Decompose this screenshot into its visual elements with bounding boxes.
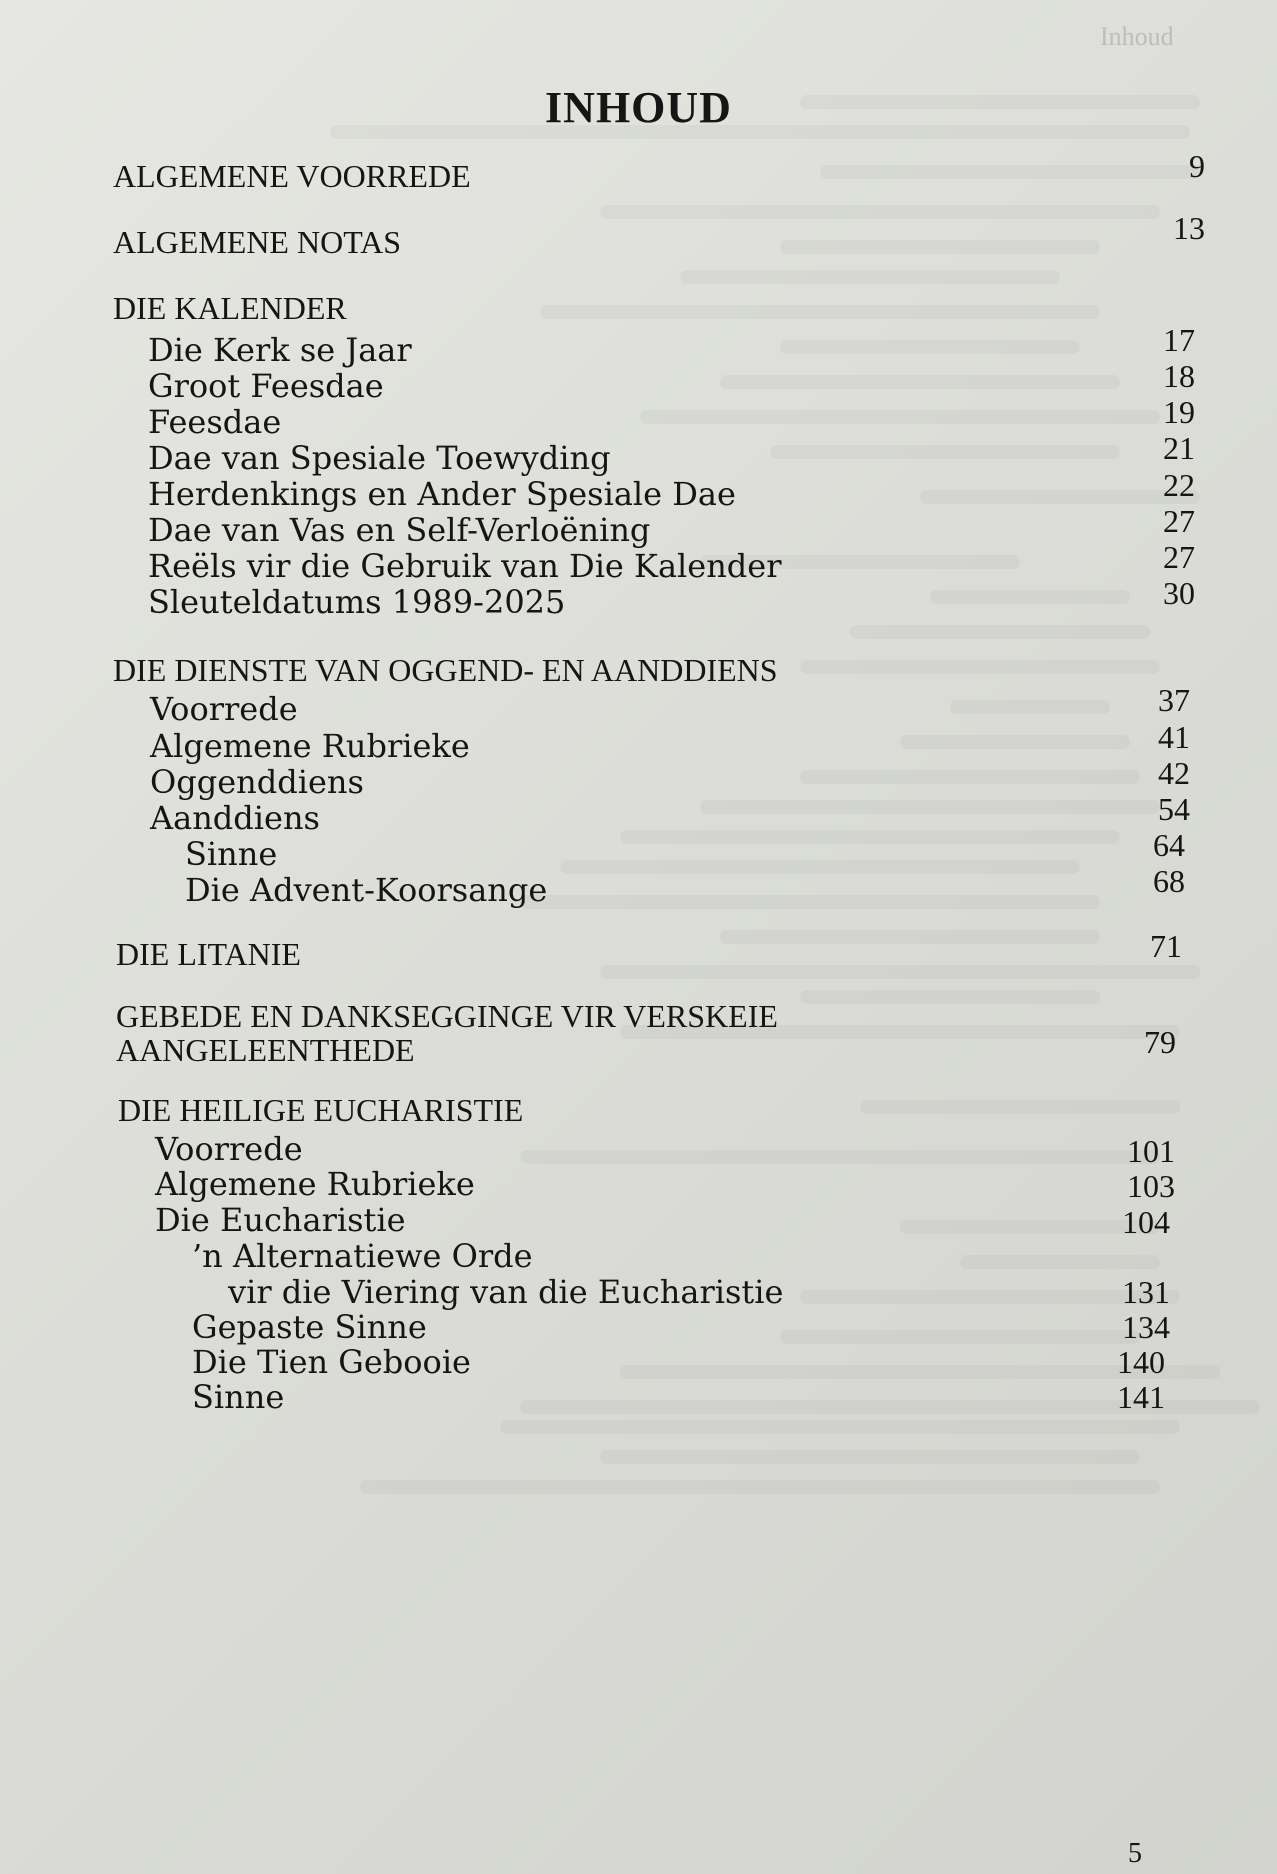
toc-entry: Algemene Rubrieke (150, 727, 470, 765)
toc-page-number: 104 (1122, 1204, 1170, 1240)
bleed-through-stroke (600, 205, 1160, 219)
toc-entry: Die Tien Gebooie (192, 1343, 471, 1381)
toc-heading: DIE HEILIGE EUCHARISTIE (118, 1092, 524, 1128)
toc-entry: Herdenkings en Ander Spesiale Dae (148, 475, 736, 513)
bleed-through-stroke (680, 270, 1060, 284)
toc-page-number: 19 (1163, 394, 1195, 430)
toc-entry: Reëls vir die Gebruik van Die Kalender (148, 547, 782, 585)
toc-page-number: 54 (1158, 791, 1190, 827)
bleed-through-stroke (600, 965, 1200, 979)
bleed-through-stroke (620, 830, 1120, 844)
running-header: Inhoud (1100, 22, 1174, 51)
toc-entry: Die Advent-Koorsange (185, 871, 548, 909)
bleed-through-stroke (800, 990, 1100, 1004)
toc-page-number: 140 (1117, 1344, 1165, 1380)
toc-page-number: 103 (1127, 1168, 1175, 1204)
bleed-through-stroke (560, 860, 1080, 874)
toc-entry: ’n Alternatiewe Orde (192, 1237, 533, 1275)
bleed-through-stroke (850, 625, 1150, 639)
bleed-through-stroke (360, 1480, 1160, 1494)
toc-page-number: 27 (1163, 503, 1195, 539)
toc-page-number: 18 (1163, 358, 1195, 394)
toc-entry: vir die Viering van die Eucharistie (228, 1273, 784, 1311)
bleed-through-stroke (780, 240, 1100, 254)
toc-page-number: 21 (1163, 430, 1195, 466)
toc-page-number: 41 (1158, 719, 1190, 755)
toc-entry: Sinne (185, 835, 278, 873)
toc-entry: Sinne (192, 1378, 285, 1416)
page-title: INHOUD (545, 83, 732, 132)
toc-page-number: 131 (1122, 1274, 1170, 1310)
toc-page-number: 68 (1153, 863, 1185, 899)
toc-entry: Oggenddiens (150, 763, 364, 801)
bleed-through-stroke (600, 1450, 1140, 1464)
bleed-through-stroke (720, 375, 1120, 389)
toc-heading: DIE KALENDER (113, 290, 347, 326)
toc-entry: Die Kerk se Jaar (148, 331, 412, 369)
toc-entry: Algemene Rubrieke (155, 1165, 475, 1203)
toc-page-number: 134 (1122, 1309, 1170, 1345)
toc-heading: AANGELEENTHEDE (116, 1032, 415, 1068)
toc-entry: Sleuteldatums 1989-2025 (148, 583, 566, 621)
toc-page-number: 141 (1117, 1379, 1165, 1415)
bleed-through-stroke (540, 305, 1100, 319)
bleed-through-stroke (960, 1255, 1160, 1269)
bleed-through-stroke (800, 660, 1160, 674)
toc-page-number: 30 (1163, 575, 1195, 611)
toc-heading: ALGEMENE VOORREDE (113, 158, 471, 194)
toc-heading: GEBEDE EN DANKSEGGINGE VIR VERSKEIE (116, 998, 778, 1034)
toc-page-number: 37 (1158, 682, 1190, 718)
toc-page-number: 13 (1173, 210, 1205, 246)
toc-entry: Groot Feesdae (148, 367, 384, 405)
toc-entry: Dae van Spesiale Toewyding (148, 439, 611, 477)
toc-entry: Feesdae (148, 403, 282, 441)
bleed-through-stroke (500, 1420, 1180, 1434)
toc-heading: DIE LITANIE (116, 936, 301, 972)
toc-page-number: 27 (1163, 539, 1195, 575)
toc-page-number: 22 (1163, 467, 1195, 503)
toc-entry: Aanddiens (150, 799, 320, 837)
toc-page-number: 64 (1153, 827, 1185, 863)
toc-entry: Voorrede (150, 690, 298, 728)
toc-page-number: 79 (1144, 1024, 1176, 1060)
toc-page-number: 42 (1158, 755, 1190, 791)
toc-entry: Die Eucharistie (155, 1201, 406, 1239)
toc-page-number: 17 (1163, 322, 1195, 358)
toc-page-number: 71 (1150, 928, 1182, 964)
toc-heading: ALGEMENE NOTAS (113, 224, 402, 260)
toc-heading: DIE DIENSTE VAN OGGEND- EN AANDDIENS (113, 652, 778, 688)
page-number: 5 (1128, 1838, 1142, 1869)
bleed-through-stroke (860, 1100, 1180, 1114)
bleed-through-stroke (770, 445, 1120, 459)
bleed-through-stroke (780, 340, 1080, 354)
bleed-through-stroke (520, 895, 1100, 909)
bleed-through-stroke (720, 930, 1100, 944)
toc-entry: Voorrede (155, 1130, 303, 1168)
toc-page-number: 101 (1127, 1133, 1175, 1169)
toc-entry: Gepaste Sinne (192, 1308, 427, 1346)
toc-page-number: 9 (1189, 148, 1205, 184)
toc-entry: Dae van Vas en Self-Verloëning (148, 511, 651, 549)
